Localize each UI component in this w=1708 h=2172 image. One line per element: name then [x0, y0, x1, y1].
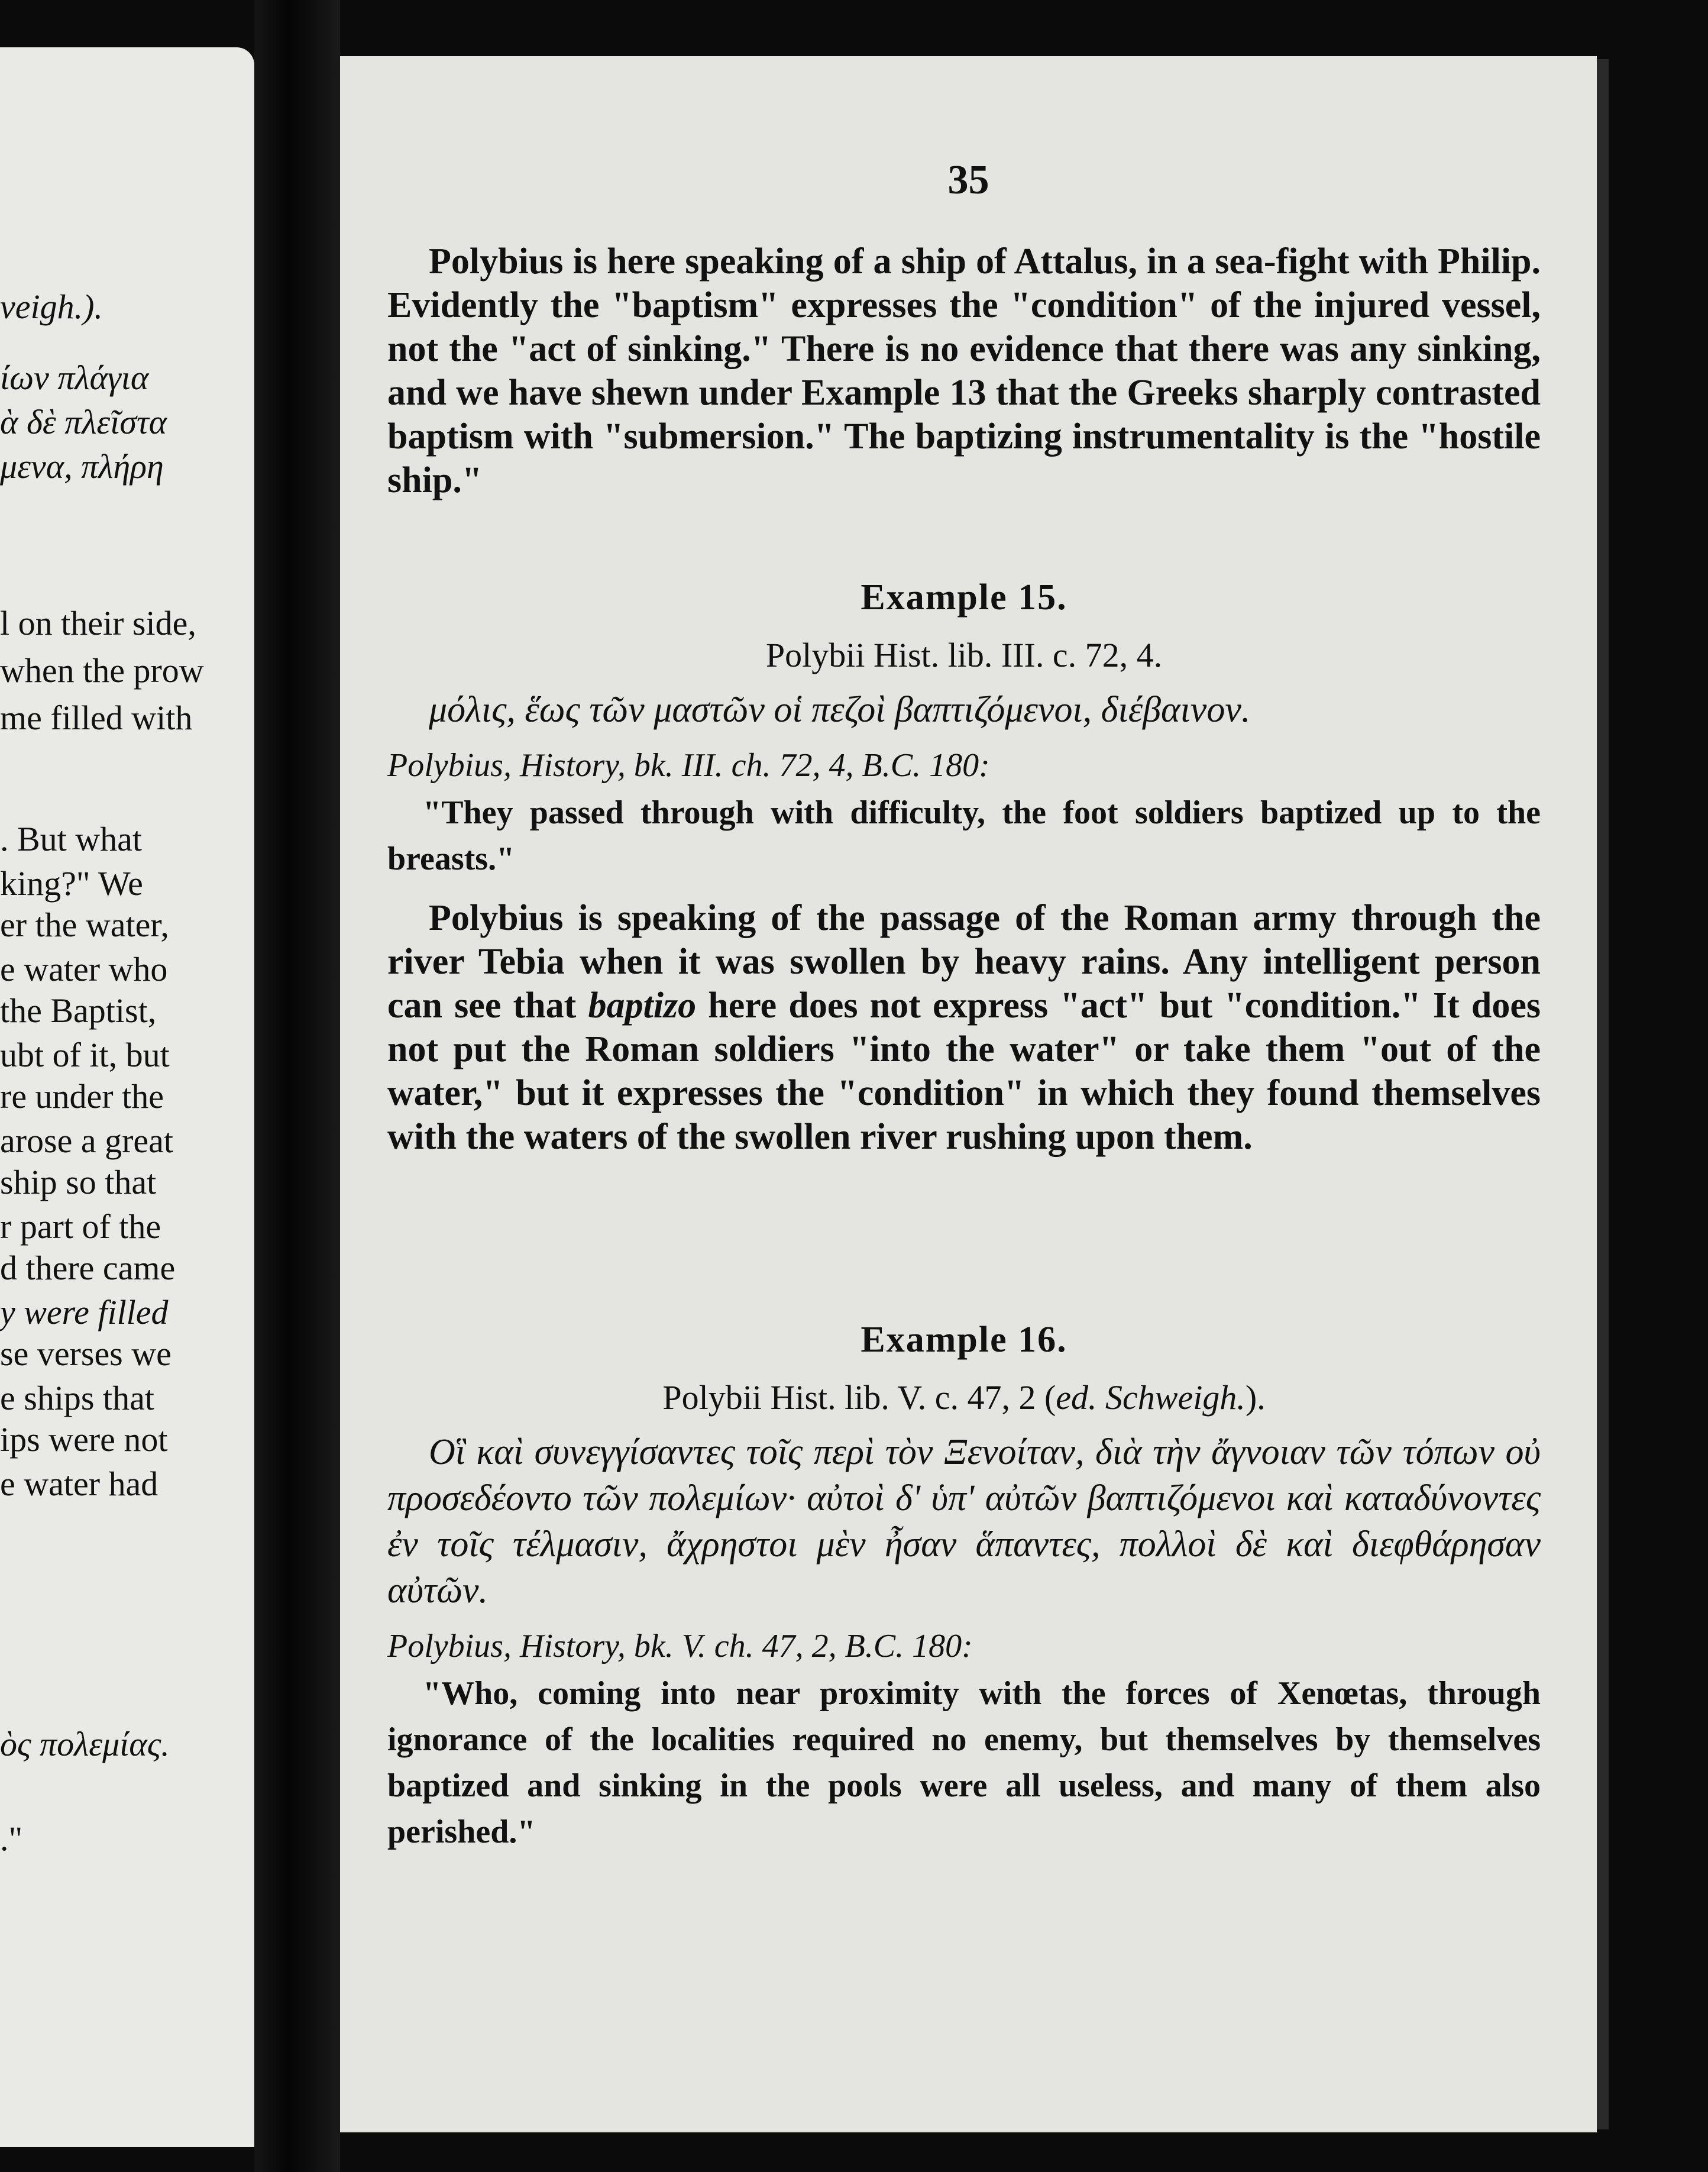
left-fragment: ὰ δὲ πλεῖστα — [0, 403, 167, 441]
left-fragment: l on their side, — [0, 604, 196, 642]
example-15-reference: Polybii Hist. lib. III. c. 72, 4. — [765, 636, 1163, 674]
left-fragment: r part of the — [0, 1207, 161, 1246]
left-fragment: ubt of it, but — [0, 1036, 170, 1074]
example-15-citation: Polybius, History, bk. III. ch. 72, 4, B.C. 180: — [387, 747, 990, 784]
left-fragment: e water had — [0, 1465, 158, 1503]
reference-text: Polybii Hist. lib. V. c. 47, 2 ( — [662, 1378, 1056, 1417]
left-fragment: ips were not — [0, 1420, 168, 1459]
intro-paragraph: Polybius is here speaking of a ship of Attalus, in a sea-fight with Philip. Evidently the "baptism" expresses the "condition" of the injured vessel, not the "act of sinking." There is no evidence that there was any sinking, and we have shewn under Example 13 that the Greeks sharply contrasted baptism with "submersion." The baptizing instrumentality is the "hostile ship." — [387, 241, 1541, 500]
example-15-greek: μόλις, ἕως τῶν μαστῶν οἱ πεζοὶ βαπτιζόμενοι, διέβαινον. — [429, 690, 1251, 730]
left-fragment: ." — [0, 1819, 23, 1858]
left-fragment: er the water, — [0, 906, 169, 944]
left-fragment: king?" We — [0, 864, 143, 903]
left-fragment: e ships that — [0, 1379, 154, 1417]
left-fragment: μενα, πλήρη — [0, 447, 164, 486]
left-fragment: arose a great — [0, 1121, 174, 1160]
right-page — [340, 56, 1597, 2132]
commentary-text: here does not express "act" but "condition." It does not put the Roman soldiers "into the water" or take them "out of the water," but it expresses the "condition" in which they found themselves with the waters of the swollen river rushing upon them. — [387, 985, 1541, 1157]
example-16 — [387, 1319, 1541, 1855]
intro-block — [387, 240, 1541, 502]
left-fragment: when the prow — [0, 651, 204, 690]
example-15-commentary — [387, 896, 1541, 1159]
left-fragment: me filled with — [0, 699, 193, 737]
left-fragment: . But what — [0, 820, 143, 858]
reference-text: ). — [1245, 1378, 1266, 1417]
example-16-citation: Polybius, History, bk. V. ch. 47, 2, B.C. 180: — [387, 1628, 973, 1664]
example-16-translation: "Who, coming into near proximity with the forces of Xenœtas, through ignorance of the localities required no enemy, but themselves by themselves baptized and sinking in the pools were all useless, and many of them also perished." — [387, 1675, 1541, 1850]
left-fragment: ὸς πολεμίας. — [0, 1725, 170, 1763]
reference-edition: ed. Schweigh. — [1056, 1378, 1246, 1417]
page-number: 35 — [947, 157, 989, 203]
book-gutter — [254, 0, 340, 2172]
example-15 — [387, 577, 1541, 1159]
example-16-greek: Οἳ καὶ συνεγγίσαντες τοῖς περὶ τὸν Ξενοίταν, διὰ τὴν ἄγνοιαν τῶν τόπων οὐ προσεδέοντο τῶν πολεμίων· αὐτοὶ δ' ὑπ' αὐτῶν βαπτιζόμενοι καὶ καταδύνοντες ἐν τοῖς τέλμασιν, ἄχρηστοι μὲν ἦσαν ἅπαντες, πολλοὶ δὲ καὶ διεφθάρησαν αὐτῶν. — [387, 1432, 1541, 1611]
example-16-heading: Example 16. — [861, 1320, 1068, 1360]
left-fragment: e water who — [0, 950, 168, 988]
example-15-heading: Example 15. — [861, 577, 1068, 618]
commentary-italic-term: baptizo — [588, 985, 697, 1026]
left-fragment: ίων πλάγια — [0, 358, 149, 397]
example-15-translation: "They passed through with difficulty, the foot soldiers baptized up to the breasts." — [387, 794, 1541, 877]
left-fragment: veigh.). — [0, 287, 103, 326]
left-fragment: se verses we — [0, 1334, 172, 1373]
left-fragment: ship so that — [0, 1163, 157, 1201]
left-fragment: d there came — [0, 1249, 176, 1287]
left-fragment: re under the — [0, 1077, 164, 1116]
commentary-text: Polybius is speaking of the passage of the Roman army through the river Tebia when it was swollen by heavy rains. Any intelligent person can see that — [387, 898, 1541, 1026]
example-16-reference — [387, 1378, 1541, 1417]
left-fragment: y were filled — [0, 1293, 169, 1331]
left-fragment: the Baptist, — [0, 991, 157, 1030]
page-edge — [1597, 59, 1609, 2129]
left-page — [0, 47, 254, 2147]
